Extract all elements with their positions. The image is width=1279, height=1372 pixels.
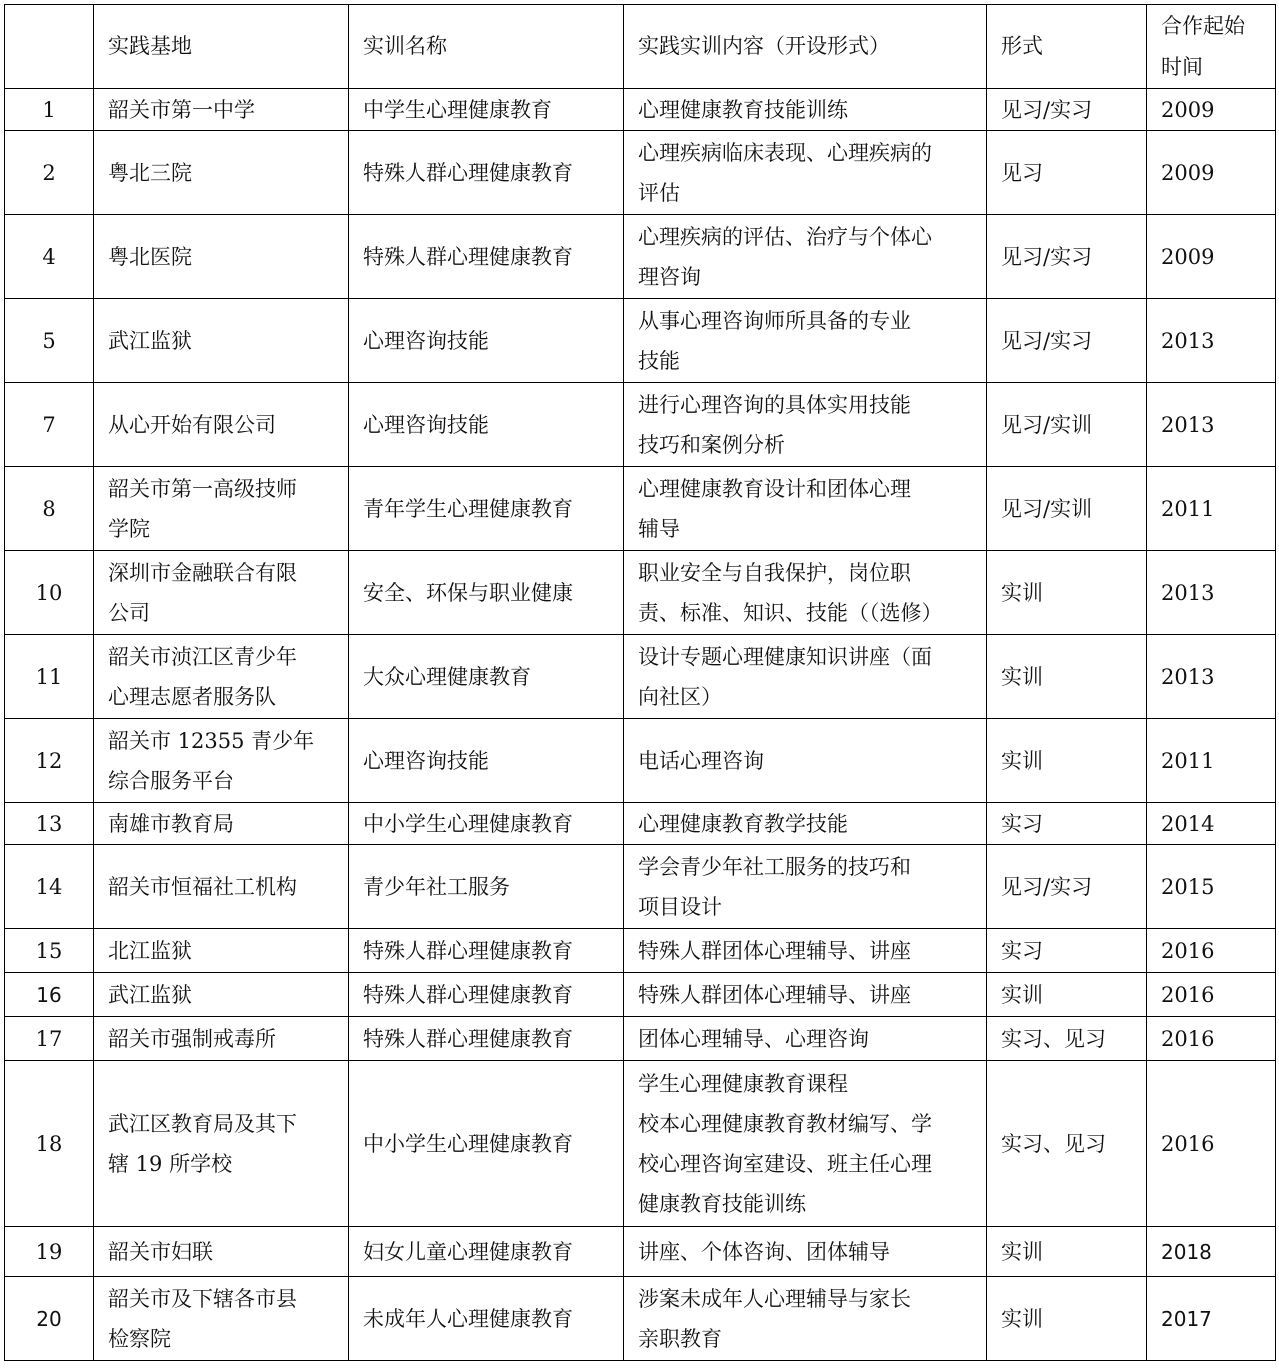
cell-num: 7: [5, 383, 94, 467]
cell-base: 韶关市浈江区青少年 心理志愿者服务队: [94, 635, 349, 719]
cell-form: 实训: [987, 635, 1147, 719]
cell-base: 北江监狱: [94, 929, 349, 973]
table-row: [5, 803, 1276, 845]
table-row: [5, 89, 1276, 131]
cell-content: 团体心理辅导、心理咨询: [624, 1017, 987, 1061]
table-row: [5, 635, 1276, 719]
cell-name: 特殊人群心理健康教育: [349, 1017, 624, 1061]
cell-name: 妇女儿童心理健康教育: [349, 1227, 624, 1277]
cell-content: 设计专题心理健康知识讲座（面 向社区）: [624, 635, 987, 719]
cell-content: 心理疾病的评估、治疗与个体心 理咨询: [624, 215, 987, 299]
cell-content: 心理疾病临床表现、心理疾病的 评估: [624, 131, 987, 215]
cell-content: 职业安全与自我保护，岗位职 责、标准、知识、技能（（选修）: [624, 551, 987, 635]
cell-num: 12: [5, 719, 94, 803]
cell-form: 实训: [987, 719, 1147, 803]
cell-num: 4: [5, 215, 94, 299]
cell-year: 2015: [1147, 845, 1276, 929]
cell-base: 韶关市第一中学: [94, 89, 349, 131]
cell-name: 青少年社工服务: [349, 845, 624, 929]
cell-form: 实习: [987, 929, 1147, 973]
cell-content: 电话心理咨询: [624, 719, 987, 803]
cell-year: 2018: [1147, 1227, 1276, 1277]
cell-num: 2: [5, 131, 94, 215]
cell-content: 心理健康教育技能训练: [624, 89, 987, 131]
table-row: [5, 215, 1276, 299]
cell-num: 10: [5, 551, 94, 635]
cell-num: 1: [5, 89, 94, 131]
cell-year: 2009: [1147, 215, 1276, 299]
cell-form: 实训: [987, 973, 1147, 1017]
header-row: [5, 5, 1276, 89]
table-row: [5, 1277, 1276, 1361]
cell-form: 实训: [987, 1227, 1147, 1277]
cell-name: 心理咨询技能: [349, 719, 624, 803]
cell-name: 中学生心理健康教育: [349, 89, 624, 131]
cell-form: 见习/实习: [987, 89, 1147, 131]
cell-name: 大众心理健康教育: [349, 635, 624, 719]
cell-content: 涉案未成年人心理辅导与家长 亲职教育: [624, 1277, 987, 1361]
cell-content: 特殊人群团体心理辅导、讲座: [624, 973, 987, 1017]
cell-name: 青年学生心理健康教育: [349, 467, 624, 551]
header-year: 合作起始 时间: [1147, 5, 1276, 89]
cell-content: 讲座、个体咨询、团体辅导: [624, 1227, 987, 1277]
cell-form: 实习、见习: [987, 1017, 1147, 1061]
table-row: [5, 1227, 1276, 1277]
cell-content: 进行心理咨询的具体实用技能 技巧和案例分析: [624, 383, 987, 467]
table-row: [5, 299, 1276, 383]
cell-name: 特殊人群心理健康教育: [349, 929, 624, 973]
header-base: 实践基地: [94, 5, 349, 89]
table-row: [5, 467, 1276, 551]
cell-form: 见习/实习: [987, 299, 1147, 383]
cell-year: 2013: [1147, 551, 1276, 635]
cell-base: 粤北医院: [94, 215, 349, 299]
cell-year: 2013: [1147, 299, 1276, 383]
cell-num: 8: [5, 467, 94, 551]
cell-name: 特殊人群心理健康教育: [349, 131, 624, 215]
cell-name: 特殊人群心理健康教育: [349, 973, 624, 1017]
practice-base-table: [4, 4, 1276, 1361]
cell-name: 未成年人心理健康教育: [349, 1277, 624, 1361]
table-row: [5, 551, 1276, 635]
cell-base: 南雄市教育局: [94, 803, 349, 845]
cell-content: 心理健康教育教学技能: [624, 803, 987, 845]
table-row: [5, 973, 1276, 1017]
cell-num: 15: [5, 929, 94, 973]
table-row: [5, 929, 1276, 973]
cell-base: 韶关市强制戒毒所: [94, 1017, 349, 1061]
table-row: [5, 131, 1276, 215]
cell-year: 2016: [1147, 1061, 1276, 1227]
cell-year: 2013: [1147, 383, 1276, 467]
table-row: [5, 1061, 1276, 1227]
cell-base: 武江监狱: [94, 299, 349, 383]
cell-name: 特殊人群心理健康教育: [349, 215, 624, 299]
cell-form: 见习/实习: [987, 845, 1147, 929]
cell-form: 见习/实训: [987, 383, 1147, 467]
cell-base: 深圳市金融联合有限 公司: [94, 551, 349, 635]
cell-num: 18: [5, 1061, 94, 1227]
cell-num: 19: [5, 1227, 94, 1277]
cell-num: 16: [5, 973, 94, 1017]
cell-base: 韶关市第一高级技师 学院: [94, 467, 349, 551]
cell-year: 2009: [1147, 89, 1276, 131]
cell-base: 粤北三院: [94, 131, 349, 215]
cell-name: 心理咨询技能: [349, 299, 624, 383]
cell-base: 武江区教育局及其下 辖 19 所学校: [94, 1061, 349, 1227]
cell-num: 20: [5, 1277, 94, 1361]
table-row: [5, 719, 1276, 803]
cell-base: 武江监狱: [94, 973, 349, 1017]
cell-year: 2016: [1147, 1017, 1276, 1061]
header-content: 实践实训内容（开设形式）: [624, 5, 987, 89]
header-num: [5, 5, 94, 89]
cell-content: 学生心理健康教育课程 校本心理健康教育教材编写、学 校心理咨询室建设、班主任心理 健康教育技能训练: [624, 1061, 987, 1227]
cell-year: 2011: [1147, 467, 1276, 551]
cell-base: 从心开始有限公司: [94, 383, 349, 467]
cell-content: 从事心理咨询师所具备的专业 技能: [624, 299, 987, 383]
cell-num: 17: [5, 1017, 94, 1061]
cell-base: 韶关市及下辖各市县 检察院: [94, 1277, 349, 1361]
cell-form: 见习/实习: [987, 215, 1147, 299]
cell-year: 2016: [1147, 929, 1276, 973]
cell-year: 2013: [1147, 635, 1276, 719]
cell-name: 心理咨询技能: [349, 383, 624, 467]
cell-form: 实习: [987, 803, 1147, 845]
cell-year: 2014: [1147, 803, 1276, 845]
cell-name: 中小学生心理健康教育: [349, 1061, 624, 1227]
cell-content: 心理健康教育设计和团体心理 辅导: [624, 467, 987, 551]
header-name: 实训名称: [349, 5, 624, 89]
cell-form: 实习、见习: [987, 1061, 1147, 1227]
cell-name: 中小学生心理健康教育: [349, 803, 624, 845]
cell-year: 2009: [1147, 131, 1276, 215]
cell-base: 韶关市恒福社工机构: [94, 845, 349, 929]
cell-base: 韶关市妇联: [94, 1227, 349, 1277]
cell-base: 韶关市 12355 青少年 综合服务平台: [94, 719, 349, 803]
cell-num: 13: [5, 803, 94, 845]
cell-form: 见习/实训: [987, 467, 1147, 551]
cell-year: 2017: [1147, 1277, 1276, 1361]
cell-num: 5: [5, 299, 94, 383]
cell-form: 见习: [987, 131, 1147, 215]
cell-num: 11: [5, 635, 94, 719]
cell-num: 14: [5, 845, 94, 929]
header-form: 形式: [987, 5, 1147, 89]
cell-year: 2011: [1147, 719, 1276, 803]
cell-year: 2016: [1147, 973, 1276, 1017]
cell-form: 实训: [987, 551, 1147, 635]
table-row: [5, 845, 1276, 929]
table-row: [5, 383, 1276, 467]
cell-form: 实训: [987, 1277, 1147, 1361]
cell-content: 特殊人群团体心理辅导、讲座: [624, 929, 987, 973]
cell-name: 安全、环保与职业健康: [349, 551, 624, 635]
cell-content: 学会青少年社工服务的技巧和 项目设计: [624, 845, 987, 929]
table-row: [5, 1017, 1276, 1061]
